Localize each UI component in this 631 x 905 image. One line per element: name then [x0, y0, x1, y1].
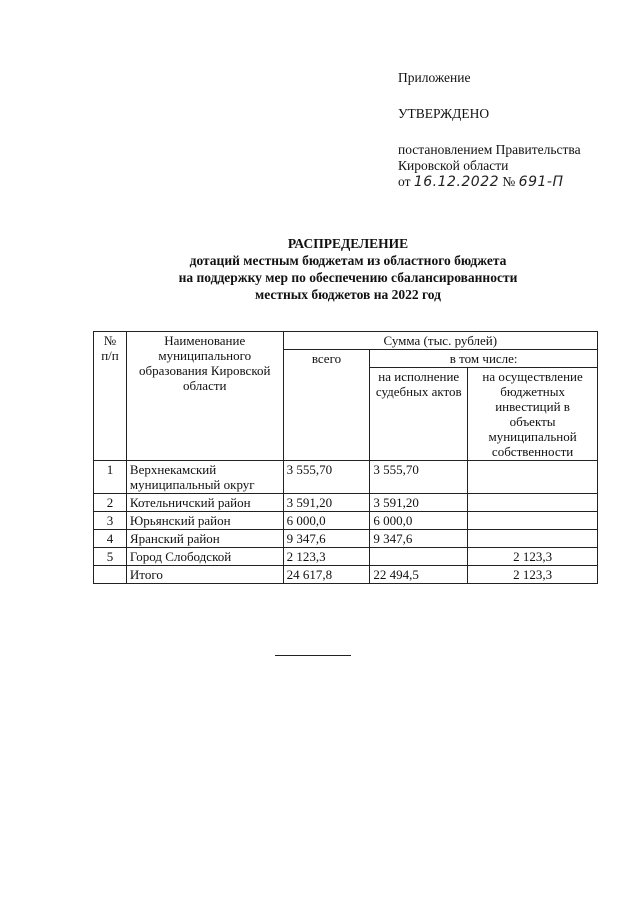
totals-row: [94, 566, 598, 584]
row-total: 9 347,6: [283, 530, 370, 548]
table-row: [94, 494, 598, 512]
distribution-table: [93, 331, 598, 584]
row-num: 5: [94, 548, 127, 566]
row-num: 2: [94, 494, 127, 512]
header-total: всего: [283, 350, 370, 461]
totals-invest: 2 123,3: [468, 566, 598, 584]
row-name: Город Слободской: [126, 548, 283, 566]
approval-block: [398, 70, 581, 190]
row-court: 9 347,6: [370, 530, 468, 548]
row-court: 3 555,70: [370, 461, 468, 494]
row-name: Яранский район: [126, 530, 283, 548]
row-invest: [468, 461, 598, 494]
end-divider: [275, 655, 351, 656]
row-num: 1: [94, 461, 127, 494]
header-invest: на осуществление бюджетных инвестиций в объекты муниципальной собственности: [468, 368, 598, 461]
row-name: Юрьянский район: [126, 512, 283, 530]
totals-total: 24 617,8: [283, 566, 370, 584]
title-line-4: местных бюджетов на 2022 год: [255, 287, 441, 302]
document-title: [90, 235, 606, 303]
row-name: Котельничский район: [126, 494, 283, 512]
appendix-label: Приложение: [398, 70, 471, 85]
totals-court: 22 494,5: [370, 566, 468, 584]
header-name: Наименование муниципального образования Кировской области: [126, 332, 283, 461]
table-row: [94, 461, 598, 494]
row-invest: [468, 530, 598, 548]
row-total: 3 555,70: [283, 461, 370, 494]
from-label: от: [398, 174, 411, 189]
table-row: [94, 530, 598, 548]
header-num: № п/п: [94, 332, 127, 461]
header-sum: Сумма (тыс. рублей): [283, 332, 597, 350]
table-row: [94, 512, 598, 530]
handwritten-number: 691-П: [518, 174, 564, 190]
row-court: 3 591,20: [370, 494, 468, 512]
row-total: 6 000,0: [283, 512, 370, 530]
row-court: [370, 548, 468, 566]
row-total: 3 591,20: [283, 494, 370, 512]
title-line-1: РАСПРЕДЕЛЕНИЕ: [287, 236, 409, 251]
totals-label: Итого: [126, 566, 283, 584]
table-row: [94, 548, 598, 566]
handwritten-date: 16.12.2022: [413, 174, 500, 190]
row-invest: 2 123,3: [468, 548, 598, 566]
header-court: на исполнение судебных актов: [370, 368, 468, 461]
row-court: 6 000,0: [370, 512, 468, 530]
row-invest: [468, 494, 598, 512]
header-including: в том числе:: [370, 350, 598, 368]
title-line-2: дотаций местным бюджетам из областного бюджета: [189, 253, 507, 268]
row-num: 3: [94, 512, 127, 530]
decree-line-1: постановлением Правительства: [398, 142, 581, 157]
decree-line-2: Кировской области: [398, 158, 509, 173]
approved-label: УТВЕРЖДЕНО: [398, 106, 490, 121]
row-num: 4: [94, 530, 127, 548]
row-name: Верхнекамский муниципальный округ: [126, 461, 283, 494]
row-total: 2 123,3: [283, 548, 370, 566]
title-line-3: на поддержку мер по обеспечению сбалансированности: [178, 270, 518, 285]
row-invest: [468, 512, 598, 530]
decree-date-line: [398, 174, 581, 190]
number-sign: №: [502, 174, 516, 189]
